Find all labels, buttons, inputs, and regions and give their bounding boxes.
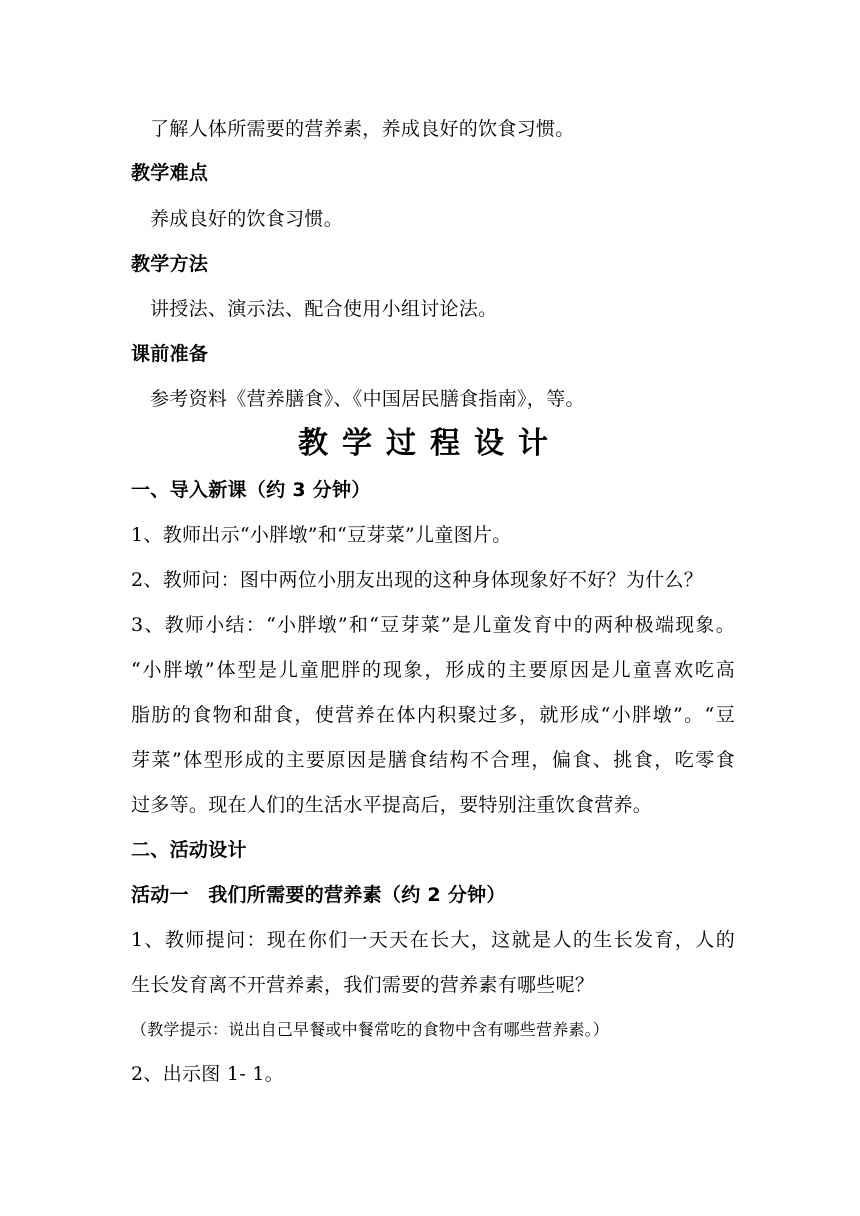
paragraph-step-3-line-1: 3、教师小结：“小胖墩”和“豆芽菜”是儿童发育中的两种极端现象。: [131, 614, 735, 636]
paragraph-key-point: 了解人体所需要的营养素，养成良好的饮食习惯。: [150, 118, 575, 140]
paragraph-activity-1-line-2: 生长发育离不开营养素，我们需要的营养素有哪些呢？: [131, 974, 595, 996]
paragraph-preparation: 参考资料《营养膳食》、《中国居民膳食指南》，等。: [150, 388, 585, 410]
paragraph-step-3-line-5: 过多等。现在人们的生活水平提高后，要特别注重饮食营养。: [131, 794, 653, 816]
paragraph-step-3-line-4: 芽菜”体型形成的主要原因是膳食结构不合理，偏食、挑食，吃零食: [131, 749, 735, 771]
paragraph-activity-1-line-1: 1、教师提问：现在你们一天天在长大，这就是人的生长发育，人的: [131, 929, 735, 951]
heading-intro: 一、导入新课（约 3 分钟）: [131, 479, 371, 501]
heading-teaching-difficulty: 教学难点: [131, 162, 209, 184]
paragraph-step-3-line-3: 脂肪的食物和甜食，使营养在体内积聚过多，就形成“小胖墩”。“豆: [131, 704, 735, 726]
teaching-tip: （教学提示：说出自己早餐或中餐常吃的食物中含有哪些营养素。）: [131, 1020, 610, 1039]
section-title: 教学过程设计: [298, 426, 562, 461]
paragraph-method: 讲授法、演示法、配合使用小组讨论法。: [150, 298, 498, 320]
paragraph-difficulty: 养成良好的饮食习惯。: [150, 208, 344, 230]
paragraph-step-3-line-2: “小胖墩”体型是儿童肥胖的现象，形成的主要原因是儿童喜欢吃高: [131, 659, 735, 681]
paragraph-step-2: 2、教师问：图中两位小朋友出现的这种身体现象好不好？为什么？: [131, 569, 704, 591]
heading-activity-design: 二、活动设计: [131, 839, 247, 861]
heading-preparation: 课前准备: [131, 343, 209, 365]
paragraph-step-1: 1、教师出示“小胖墩”和“豆芽菜”儿童图片。: [131, 524, 512, 546]
paragraph-activity-2: 2、出示图 1- 1。: [131, 1063, 285, 1085]
heading-teaching-method: 教学方法: [131, 253, 209, 275]
heading-activity-one: 活动一 我们所需要的营养素（约 2 分钟）: [131, 884, 506, 906]
